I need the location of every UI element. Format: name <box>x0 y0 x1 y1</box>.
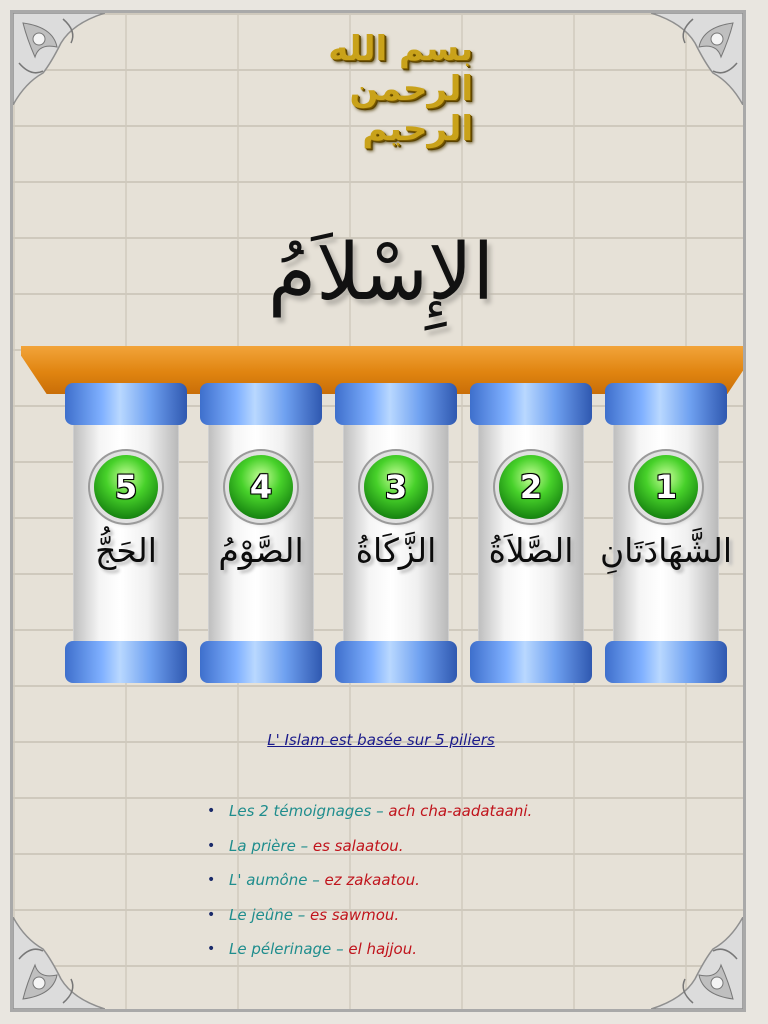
transliteration: el hajjou. <box>348 940 417 958</box>
pillar-label: الصَّلاَةُ <box>488 531 574 570</box>
pillar-number: 5 <box>114 468 138 506</box>
bullet-dot-icon: • <box>207 837 216 854</box>
transliteration: ach cha-aadataani. <box>388 802 533 820</box>
bullet-dot-icon: • <box>207 872 216 888</box>
pillar-number-badge <box>499 455 563 519</box>
ornament-corner-icon <box>651 13 743 105</box>
separator: – <box>307 871 325 889</box>
list-item <box>203 867 532 902</box>
pillar-label: الصَّوْمُ <box>218 531 304 570</box>
pillar-cap-top <box>200 383 322 425</box>
basmala-logo <box>303 28 473 149</box>
list-item <box>203 798 532 833</box>
pillar-number: 3 <box>384 468 408 506</box>
bullet-dot-icon: • <box>207 941 216 957</box>
pillar-5 <box>65 383 187 683</box>
pillar-cap-bottom <box>65 641 187 683</box>
pillar-cap-top <box>65 383 187 425</box>
pillar-number-badge <box>634 455 698 519</box>
page-frame <box>10 10 746 1012</box>
pillar-1 <box>599 383 733 683</box>
ornament-corner-icon <box>651 917 743 1009</box>
french-term: L' aumône <box>229 871 308 889</box>
french-term: Le pélerinage <box>229 940 332 958</box>
pillar-label: الحَجُّ <box>95 531 157 570</box>
list-item <box>203 833 532 868</box>
bullet-dot-icon: • <box>207 906 216 923</box>
pillar-number: 1 <box>654 468 678 506</box>
pillar-number: 2 <box>519 468 543 506</box>
ornament-corner-icon <box>13 13 105 105</box>
pillar-cap-bottom <box>200 641 322 683</box>
french-term: Les 2 témoignages <box>229 802 372 820</box>
pillar-2 <box>470 383 592 683</box>
basmala-text: بسم الله الرحمن الرحيم <box>328 28 473 149</box>
pillar-number-badge <box>364 455 428 519</box>
pillar-cap-top <box>605 383 727 425</box>
bullet-dot-icon: • <box>207 803 216 819</box>
pillar-number-badge <box>229 455 293 519</box>
pillar-3 <box>335 383 457 683</box>
separator: – <box>331 940 349 958</box>
pillar-cap-bottom <box>605 641 727 683</box>
ornament-corner-icon <box>13 917 105 1009</box>
pillar-cap-top <box>470 383 592 425</box>
separator: – <box>295 836 313 855</box>
pillar-cap-bottom <box>335 641 457 683</box>
pillars-list <box>203 798 532 971</box>
pillar-cap-bottom <box>470 641 592 683</box>
separator: – <box>293 905 311 924</box>
pillar-number: 4 <box>249 468 273 506</box>
transliteration: es salaatou. <box>312 836 404 855</box>
pillar-cap-top <box>335 383 457 425</box>
french-term: La prière <box>229 836 296 855</box>
pillar-label: الشَّهَادَتَانِ <box>599 531 733 570</box>
pillar-4 <box>200 383 322 683</box>
list-item <box>203 936 532 971</box>
page-title: الإِسْلاَمُ <box>267 228 495 318</box>
pillar-label: الزَّكَاةُ <box>355 531 437 570</box>
french-term: Le jeûne <box>229 905 293 924</box>
separator: – <box>371 802 389 820</box>
list-item <box>203 902 532 937</box>
transliteration: ez zakaatou. <box>324 871 420 889</box>
transliteration: es sawmou. <box>310 905 400 924</box>
subtitle-link[interactable]: L' Islam est basée sur 5 piliers <box>267 731 495 749</box>
pillar-number-badge <box>94 455 158 519</box>
